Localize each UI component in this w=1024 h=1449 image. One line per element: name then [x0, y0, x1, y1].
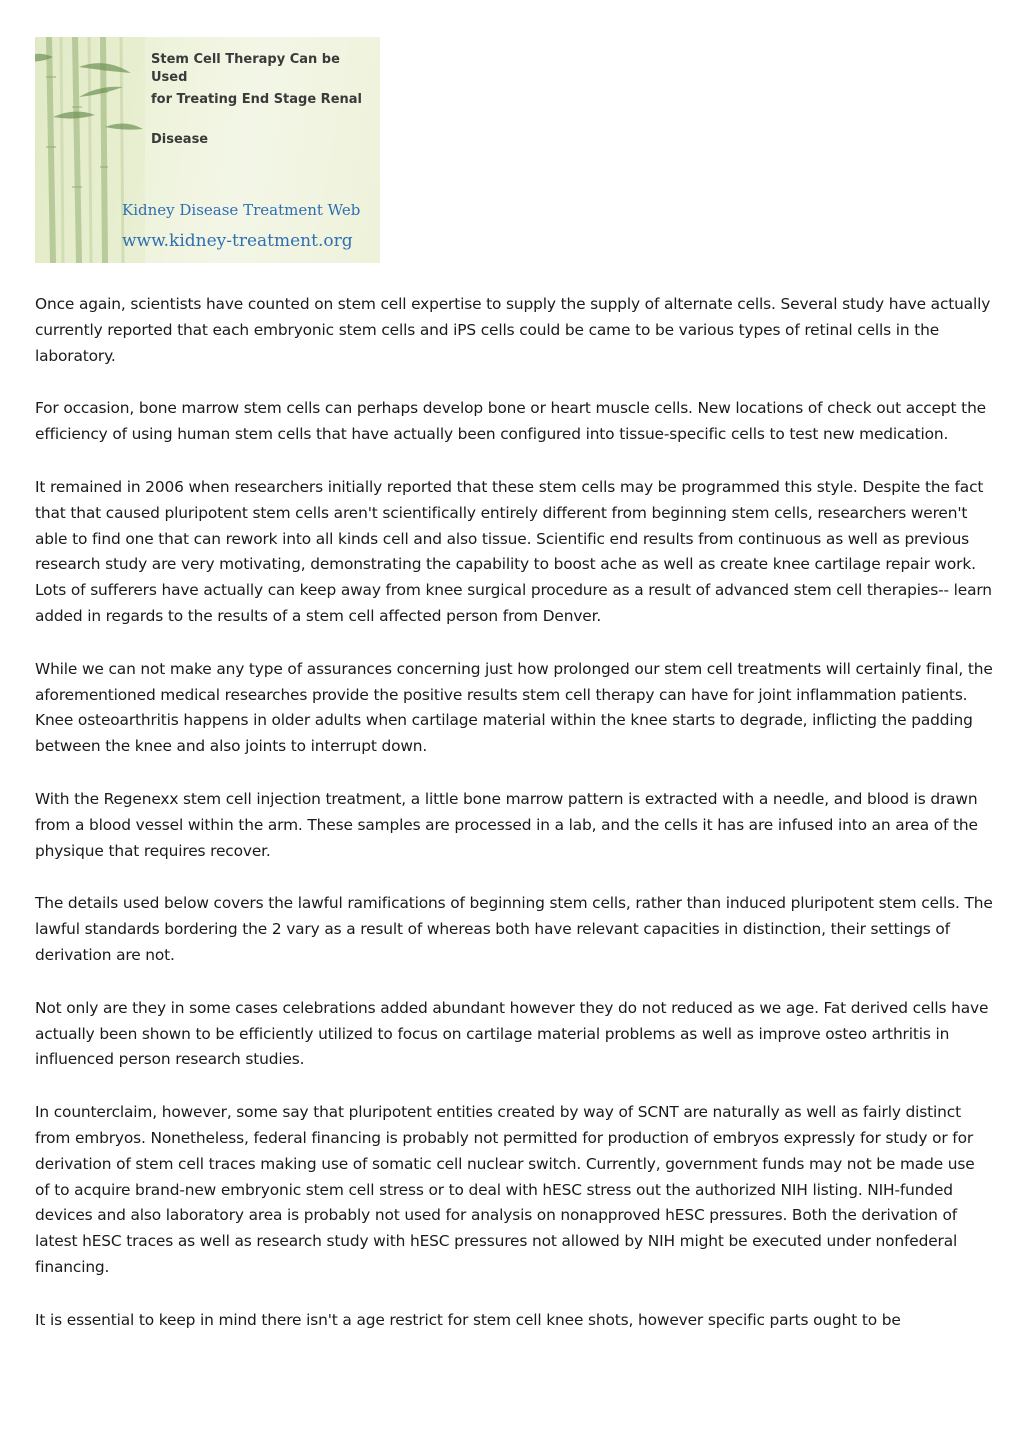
article-body	[35, 292, 993, 1361]
article-paragraph: While we can not make any type of assurances concerning just how prolonged our stem cell treatments will certainly final, the aforementioned medical researches provide the positive results stem cell therapy can have for joint inflammation patients. Knee osteoarthritis happens in older adults when cartilage material within the knee starts to degrade, inflicting the padding between the knee and also joints to interrupt down.	[35, 659, 993, 756]
banner-title-line: for Treating End Stage Renal	[151, 92, 362, 107]
bamboo-illustration	[35, 37, 145, 263]
article-paragraph: Not only are they in some cases celebrations added abundant however they do not reduced as we age. Fat derived cells have actually been shown to be efficiently utilized to focus on cartilage material problems as well as improve osteo arthritis in influenced person research studies.	[35, 998, 989, 1069]
article-paragraph: For occasion, bone marrow stem cells can perhaps develop bone or heart muscle cells. New locations of check out accept the efficiency of using human stem cells that have actually been configured into tissue-specific cells to test new medication.	[35, 399, 986, 444]
article-paragraph: In counterclaim, however, some say that pluripotent entities created by way of SCNT are naturally as well as fairly distinct from embryos. Nonetheless, federal financing is probably not permitted for production of embryos expressly for study or for derivation of stem cell traces making use of somatic cell nuclear switch. Currently, government funds may not be made use of to acquire brand-new embryonic stem cell stress or to deal with hESC stress out the authorized NIH listing. NIH-funded devices and also laboratory area is probably not used for analysis on nonapproved hESC pressures. Both the derivation of latest hESC traces as well as research study with hESC pressures not allowed by NIH might be executed under nonfederal financing.	[35, 1103, 975, 1276]
article-paragraph: It remained in 2006 when researchers initially reported that these stem cells may be programmed this style. Despite the fact that that caused pluripotent stem cells aren't scientifically entirely different from beginning stem cells, researchers weren't able to find one that can rework into all kinds cell and also tissue. Scientific end results from continuous as well as previous research study are very motivating, demonstrating the capability to boost ache as well as create knee cartilage repair work. Lots of sufferers have actually can keep away from knee surgical procedure as a result of advanced stem cell therapies-- learn added in regards to the results of a stem cell affected person from Denver.	[35, 477, 992, 625]
banner-title-line: Stem Cell Therapy Can be Used	[151, 52, 340, 85]
article-paragraph: The details used below covers the lawful ramifications of beginning stem cells, rather than induced pluripotent stem cells. The lawful standards bordering the 2 vary as a result of whereas both have relevant capacities in distinction, their settings of derivation are not.	[35, 894, 993, 964]
banner-site-url: www.kidney-treatment.org	[122, 231, 353, 251]
banner-site-name: Kidney Disease Treatment Web	[122, 201, 361, 219]
banner-image	[35, 37, 380, 263]
article-paragraph: With the Regenexx stem cell injection treatment, a little bone marrow pattern is extracted with a needle, and blood is drawn from a blood vessel within the arm. These samples are processed in a lab, and the cells it has are infused into an area of the physique that requires recover.	[35, 789, 978, 860]
article-paragraph: Once again, scientists have counted on stem cell expertise to supply the supply of alternate cells. Several study have actually currently reported that each embryonic stem cells and iPS cells could be came to be various types of retinal cells in the laboratory.	[35, 295, 991, 365]
banner-title-line: Disease	[151, 132, 209, 147]
banner-title	[151, 51, 376, 171]
article-paragraph: It is essential to keep in mind there isn't a age restrict for stem cell knee shots, however specific parts ought to be	[35, 1310, 901, 1329]
